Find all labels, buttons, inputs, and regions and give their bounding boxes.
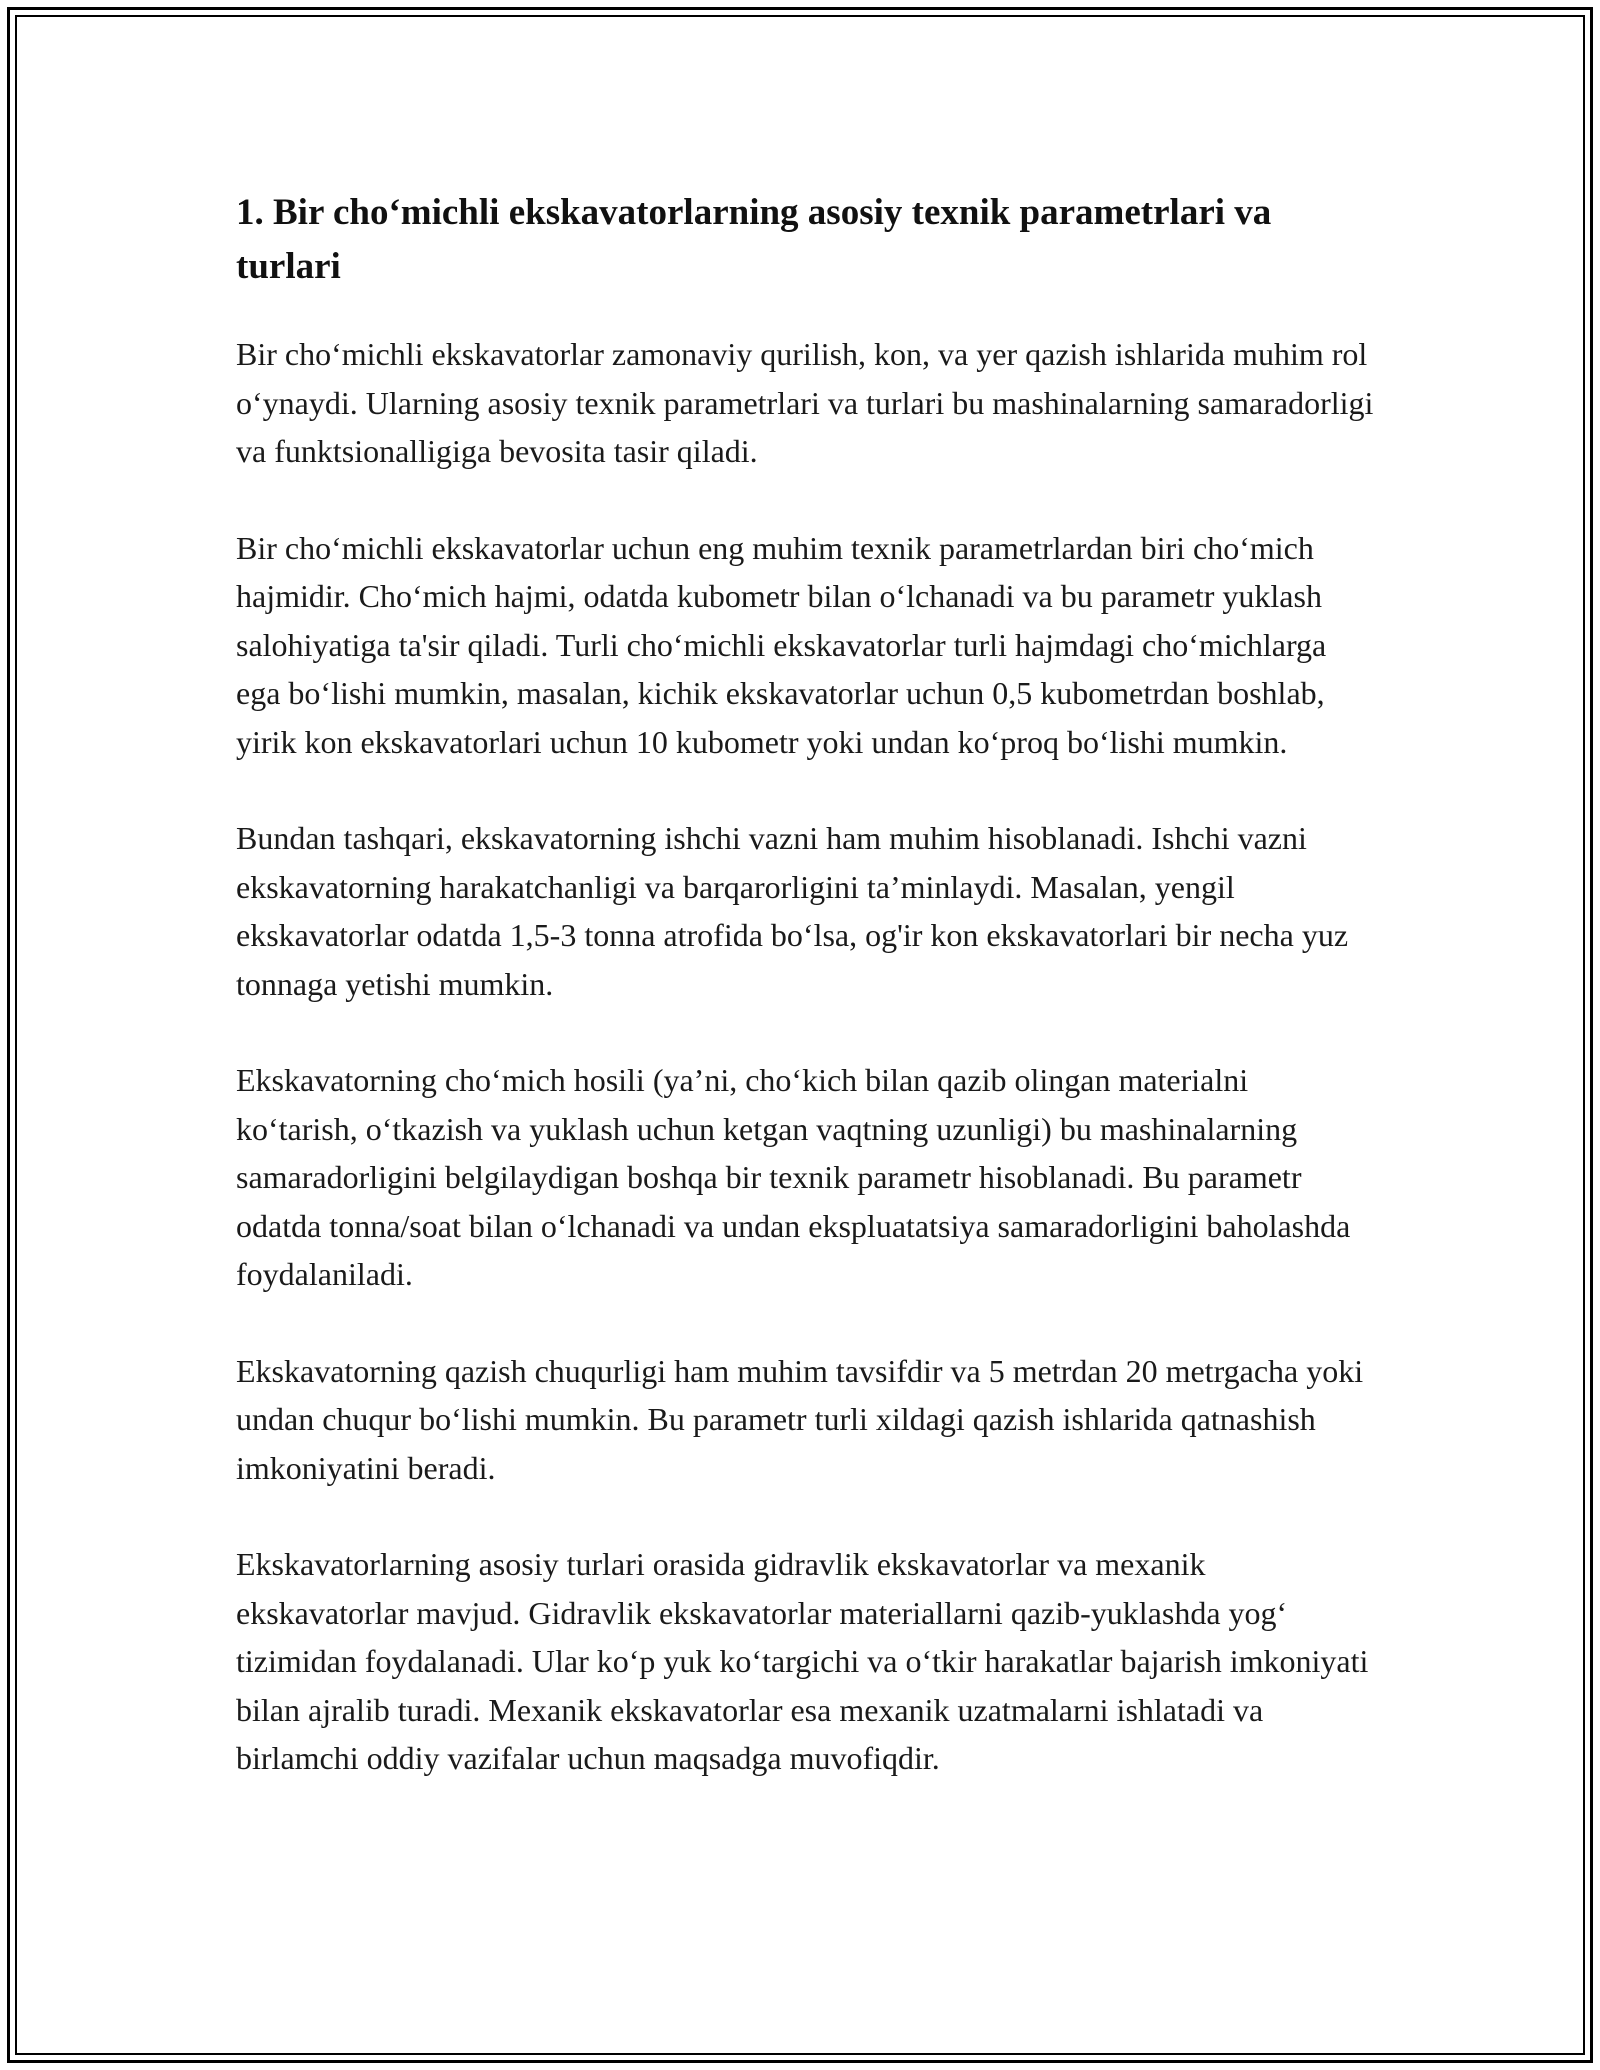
paragraph-intro: Bir cho‘michli ekskavatorlar zamonaviy qurilish, kon, va yer qazish ishlarida muhim rol o‘ynaydi. Ularning asosiy texnik parametrlari va turlari bu mashinalarning samaradorligi va funktsionalligiga bevosita tasir qiladi. [236,336,1374,469]
document-body [236,186,1376,1831]
paragraph-operating-weight: Bundan tashqari, ekskavatorning ishchi vazni ham muhim hisoblanadi. Ishchi vazni ekskavatorning harakatchanligi va barqarorligini ta’minlaydi. Masalan, yengil ekskavatorlar odatda 1,5-3 tonna atrofida bo‘lsa, og'ir kon ekskavatorlari bir necha yuz tonnaga yetishi mumkin. [236,820,1349,1002]
paragraph-bucket-cycle: Ekskavatorning cho‘mich hosili (ya’ni, cho‘kich bilan qazib olingan materialni ko‘tarish, o‘tkazish va yuklash uchun ketgan vaqtning uzunligi) bu mashinalarning samaradorligini belgilaydigan boshqa bir texnik parametr hisoblanadi. Bu parametr odatda tonna/soat bilan o‘lchanadi va undan ekspluatatsiya samaradorligini baholashda foydalaniladi. [236,1062,1351,1292]
section-heading: 1. Bir cho‘michli ekskavatorlarning asosiy texnik parametrlari va turlari [236,192,1272,287]
paragraph-bucket-volume: Bir cho‘michli ekskavatorlar uchun eng muhim texnik parametrlardan biri cho‘mich hajmidir. Cho‘mich hajmi, odatda kubometr bilan o‘lchanadi va bu parametr yuklash salohiyatiga ta'sir qiladi. Turli cho‘michli ekskavatorlar turli hajmdagi cho‘michlarga ega bo‘lishi mumkin, masalan, kichik ekskavatorlar uchun 0,5 kubometrdan boshlab, yirik kon ekskavatorlari uchun 10 kubometr yoki undan ko‘proq bo‘lishi mumkin. [236,529,1327,760]
paragraph-digging-depth: Ekskavatorning qazish chuqurligi ham muhim tavsifdir va 5 metrdan 20 metrgacha yoki undan chuqur bo‘lishi mumkin. Bu parametr turli xildagi qazish ishlarida qatnashish imkoniyatini beradi. [236,1352,1364,1486]
paragraph-excavator-types: Ekskavatorlarning asosiy turlari orasida gidravlik ekskavatorlar va mexanik ekskavatorlar mavjud. Gidravlik ekskavatorlar materiallarni qazib-yuklashda yog‘ tizimidan foydalanadi. Ular ko‘p yuk ko‘targichi va o‘tkir harakatlar bajarish imkoniyati bilan ajralib turadi. Mexanik ekskavatorlar esa mexanik uzatmalarni ishlatadi va birlamchi oddiy vazifalar uchun maqsadga muvofiqdir. [236,1546,1369,1776]
